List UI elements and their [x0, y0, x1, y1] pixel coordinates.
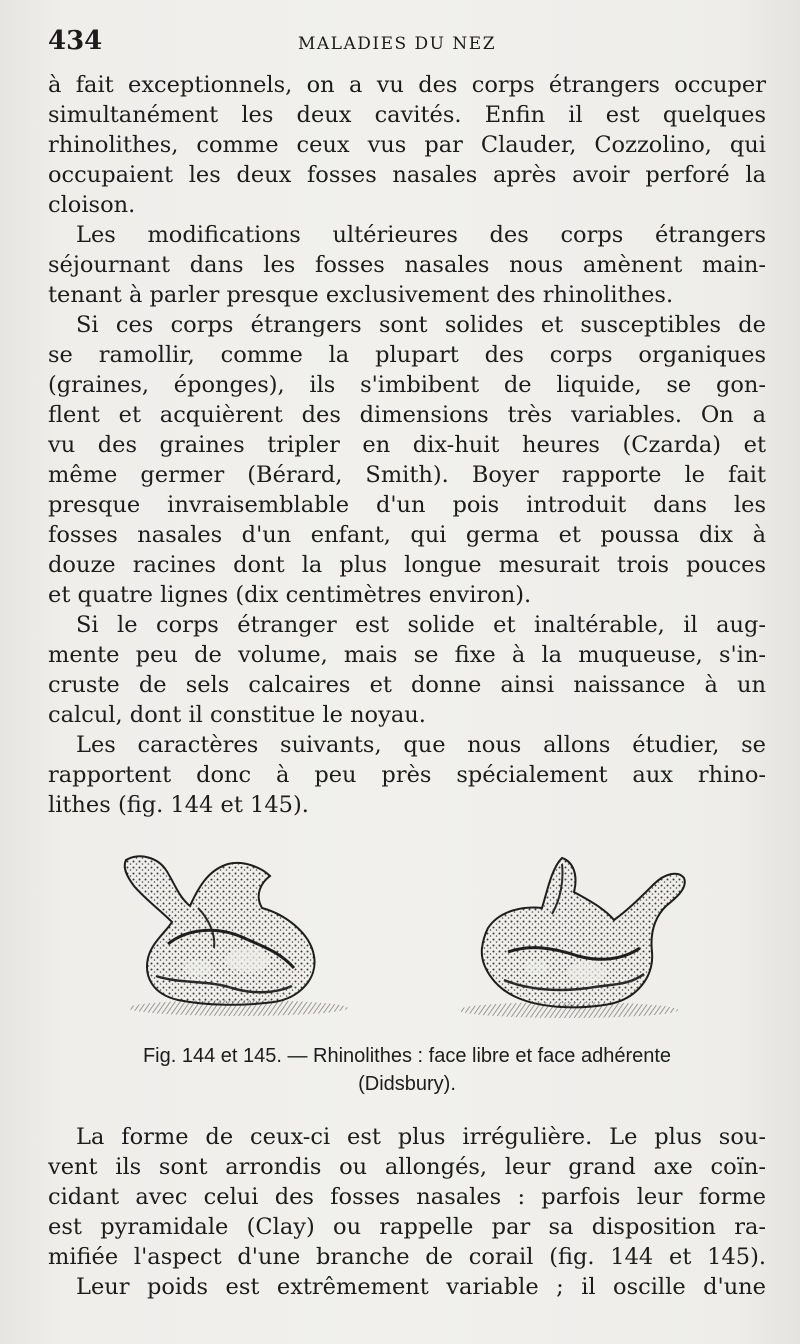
text-line: vent ils sont arrondis ou allongés, leur grand axe coïn-	[48, 1154, 766, 1180]
text-line: est pyramidale (Clay) ou rappelle par sa disposition ra-	[48, 1214, 766, 1240]
rhinolithes-illustration	[48, 848, 766, 1028]
text-line-content: Les modifications ultérieures des corps étrangers	[76, 222, 766, 248]
text-line-content: Si ces corps étrangers sont solides et susceptibles de	[76, 312, 766, 338]
text-line-content: Leur poids est extrêmement variable ; il oscille d'une	[76, 1274, 766, 1300]
text-line: lithes (fig. 144 et 145).	[48, 792, 309, 818]
text-line: cloison.	[48, 192, 136, 218]
text-line: et quatre lignes (dix centimètres environ).	[48, 582, 532, 608]
text-line: flent et acquièrent des dimensions très variables. On a	[48, 402, 766, 428]
running-head: MALADIES DU NEZ	[298, 34, 497, 54]
text-line: calcul, dont il constitue le noyau.	[48, 702, 426, 728]
text-line: presque invraisemblable d'un pois introduit dans les	[48, 492, 766, 518]
caption-line: Fig. 144 et 145. — Rhinolithes : face libre et face adhérente	[142, 1045, 672, 1067]
page-header	[48, 26, 768, 62]
text-line: vu des graines tripler en dix-huit heures (Czarda) et	[48, 432, 766, 458]
paragraph-first-line	[48, 1122, 766, 1152]
paragraph-first-line	[48, 730, 766, 760]
text-line: à fait exceptionnels, on a vu des corps étrangers occuper	[48, 72, 766, 98]
page-number: 434	[48, 26, 103, 56]
text-line: rapportent donc à peu près spécialement aux rhino-	[48, 762, 766, 788]
text-line-content: Si le corps étranger est solide et inaltérable, il aug-	[76, 612, 766, 638]
body-text-continued	[48, 1122, 766, 1302]
text-line: occupaient les deux fosses nasales après avoir perforé la	[48, 162, 766, 188]
text-line: mifiée l'aspect d'une branche de corail (fig. 144 et 145).	[48, 1244, 766, 1270]
text-line: simultanément les deux cavités. Enfin il est quelques	[48, 102, 766, 128]
text-line: douze racines dont la plus longue mesurait trois pouces	[48, 552, 766, 578]
text-line: cidant avec celui des fosses nasales : parfois leur forme	[48, 1184, 766, 1210]
paragraph-first-line	[48, 610, 766, 640]
paragraph-first-line	[48, 310, 766, 340]
figure-caption	[48, 1042, 766, 1098]
text-line: même germer (Bérard, Smith). Boyer rapporte le fait	[48, 462, 766, 488]
paragraph-first-line	[48, 1272, 766, 1302]
rhinolith-left-drawing	[125, 856, 348, 1016]
text-line: fosses nasales d'un enfant, qui germa et poussa dix à	[48, 522, 766, 548]
text-line: rhinolithes, comme ceux vus par Clauder, Cozzolino, qui	[48, 132, 766, 158]
figure-rhinolithes	[48, 848, 766, 1028]
paragraph-first-line	[48, 220, 766, 250]
text-line-content: La forme de ceux-ci est plus irrégulière. Le plus sou-	[76, 1124, 766, 1150]
text-line: mente peu de volume, mais se fixe à la muqueuse, s'in-	[48, 642, 766, 668]
text-line: cruste de sels calcaires et donne ainsi naissance à un	[48, 672, 766, 698]
text-line: se ramollir, comme la plupart des corps organiques	[48, 342, 766, 368]
text-line: séjournant dans les fosses nasales nous amènent main-	[48, 252, 766, 278]
body-text	[48, 70, 766, 820]
text-line-content: Les caractères suivants, que nous allons étudier, se	[76, 732, 766, 758]
text-line: (graines, éponges), ils s'imbibent de liquide, se gon-	[48, 372, 766, 398]
rhinolith-right-drawing	[458, 858, 685, 1018]
text-line: tenant à parler presque exclusivement des rhinolithes.	[48, 282, 674, 308]
caption-line: (Didsbury).	[358, 1073, 456, 1095]
